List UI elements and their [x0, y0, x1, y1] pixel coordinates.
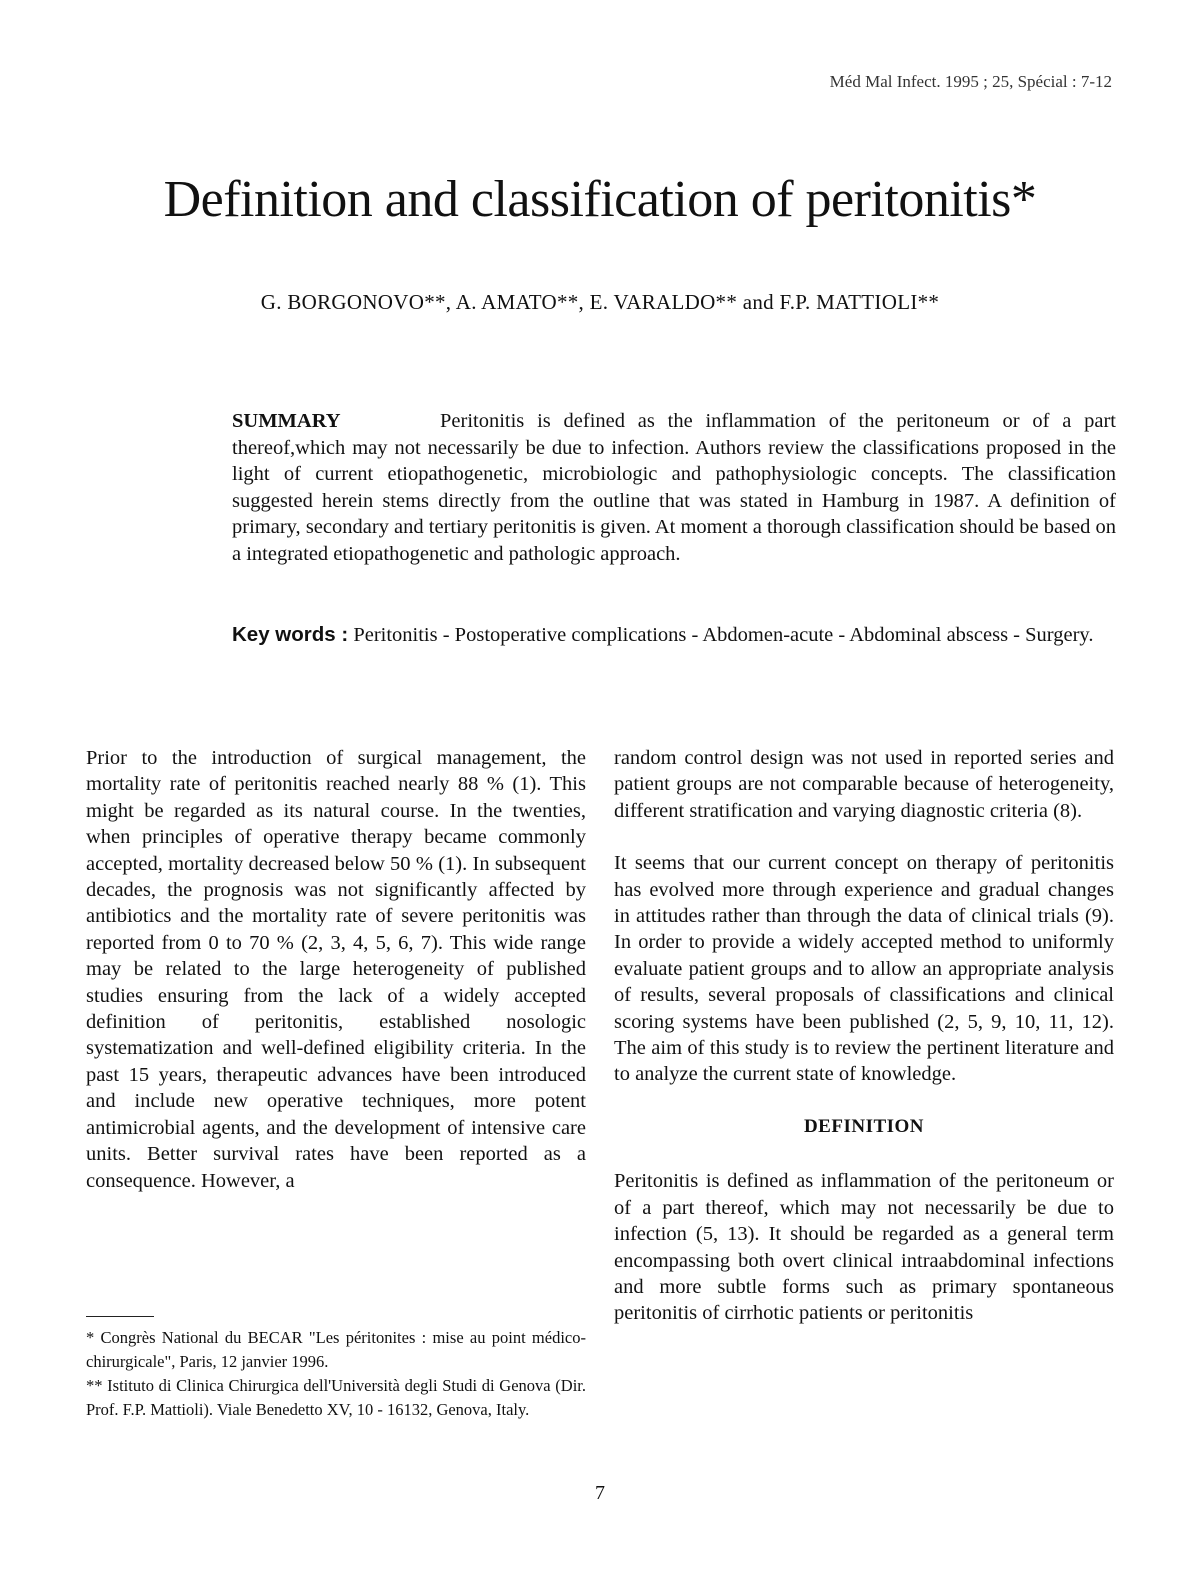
- summary-label: SUMMARY: [232, 410, 341, 432]
- footnote-divider: [86, 1316, 154, 1317]
- section-heading-definition: DEFINITION: [803, 1115, 925, 1137]
- keywords-label: Key words :: [232, 623, 349, 646]
- footnote: * Congrès National du BECAR "Les péritonites : mise au point médico-chirurgicale", Paris, 12 janvier 1996.: [86, 1328, 586, 1371]
- article-title: Definition and classification of peritonitis*: [163, 171, 1037, 228]
- body-paragraph: Prior to the introduction of surgical management, the mortality rate of peritonitis reached nearly 88 % (1). This might be regarded as its natural course. In the twenties, when principles of operative therapy became commonly accepted, mortality decreased below 50 % (1). In subsequent decades, the prognosis was not significantly affected by antibiotics and the mortality rate of severe peritonitis was reported from 0 to 70 % (2, 3, 4, 5, 6, 7). This wide range may be related to the large heterogeneity of published studies ensuring from the lack of a widely accepted definition of peritonitis, established nosologic systematization and well-defined eligibility criteria. In the past 15 years, therapeutic advances have been introduced and include new operative techniques, more potent antimicrobial agents, and the development of intensive care units. Better survival rates have been reported as a consequence. However, a: [86, 747, 586, 1192]
- journal-reference: Méd Mal Infect. 1995 ; 25, Spécial : 7-12: [829, 72, 1112, 91]
- keywords-block: [232, 622, 1116, 649]
- footnotes-block: [86, 1326, 586, 1422]
- right-column: [614, 745, 1114, 1327]
- body-paragraph: Peritonitis is defined as inflammation of the peritoneum or of a part thereof, which may not necessarily be due to infection (5, 13). It should be regarded as a general term encompassing both overt clinical intraabdominal infections and more subtle forms such as primary spontaneous peritonitis of cirrhotic patients or peritonitis: [614, 1170, 1114, 1325]
- left-column: [86, 745, 586, 1194]
- body-paragraph: It seems that our current concept on therapy of peritonitis has evolved more through experience and gradual changes in attitudes rather than through the data of clinical trials (9). In order to provide a widely accepted method to uniformly evaluate patient groups and to allow an appropriate analysis of results, several proposals of classifications and clinical scoring systems have been published (2, 5, 9, 10, 11, 12). The aim of this study is to review the pertinent literature and to analyze the current state of knowledge.: [614, 852, 1114, 1086]
- footnote: ** Istituto di Clinica Chirurgica dell'Università degli Studi di Genova (Dir. Prof. F.P. Mattioli). Viale Benedetto XV, 10 - 16132, Genova, Italy.: [86, 1376, 586, 1419]
- body-paragraph: random control design was not used in reported series and patient groups are not comparable because of heterogeneity, different stratification and varying diagnostic criteria (8).: [614, 747, 1114, 822]
- author-list: G. BORGONOVO**, A. AMATO**, E. VARALDO** and F.P. MATTIOLI**: [260, 290, 940, 314]
- page-number: 7: [595, 1482, 605, 1504]
- keywords-text: Peritonitis - Postoperative complications - Abdomen-acute - Abdominal abscess - Surgery.: [353, 624, 1094, 646]
- summary-block: [232, 408, 1116, 567]
- summary-text: Peritonitis is defined as the inflammation of the peritoneum or of a part thereof,which may not necessarily be due to infection. Authors review the classifications proposed in the light of current etiopathogenetic, microbiologic and pathophysiologic concepts. The classification suggested herein stems directly from the outline that was stated in Hamburg in 1987. A definition of primary, secondary and tertiary peritonitis is given. At moment a thorough classification should be based on a integrated etiopathogenetic and pathologic approach.: [232, 410, 1116, 565]
